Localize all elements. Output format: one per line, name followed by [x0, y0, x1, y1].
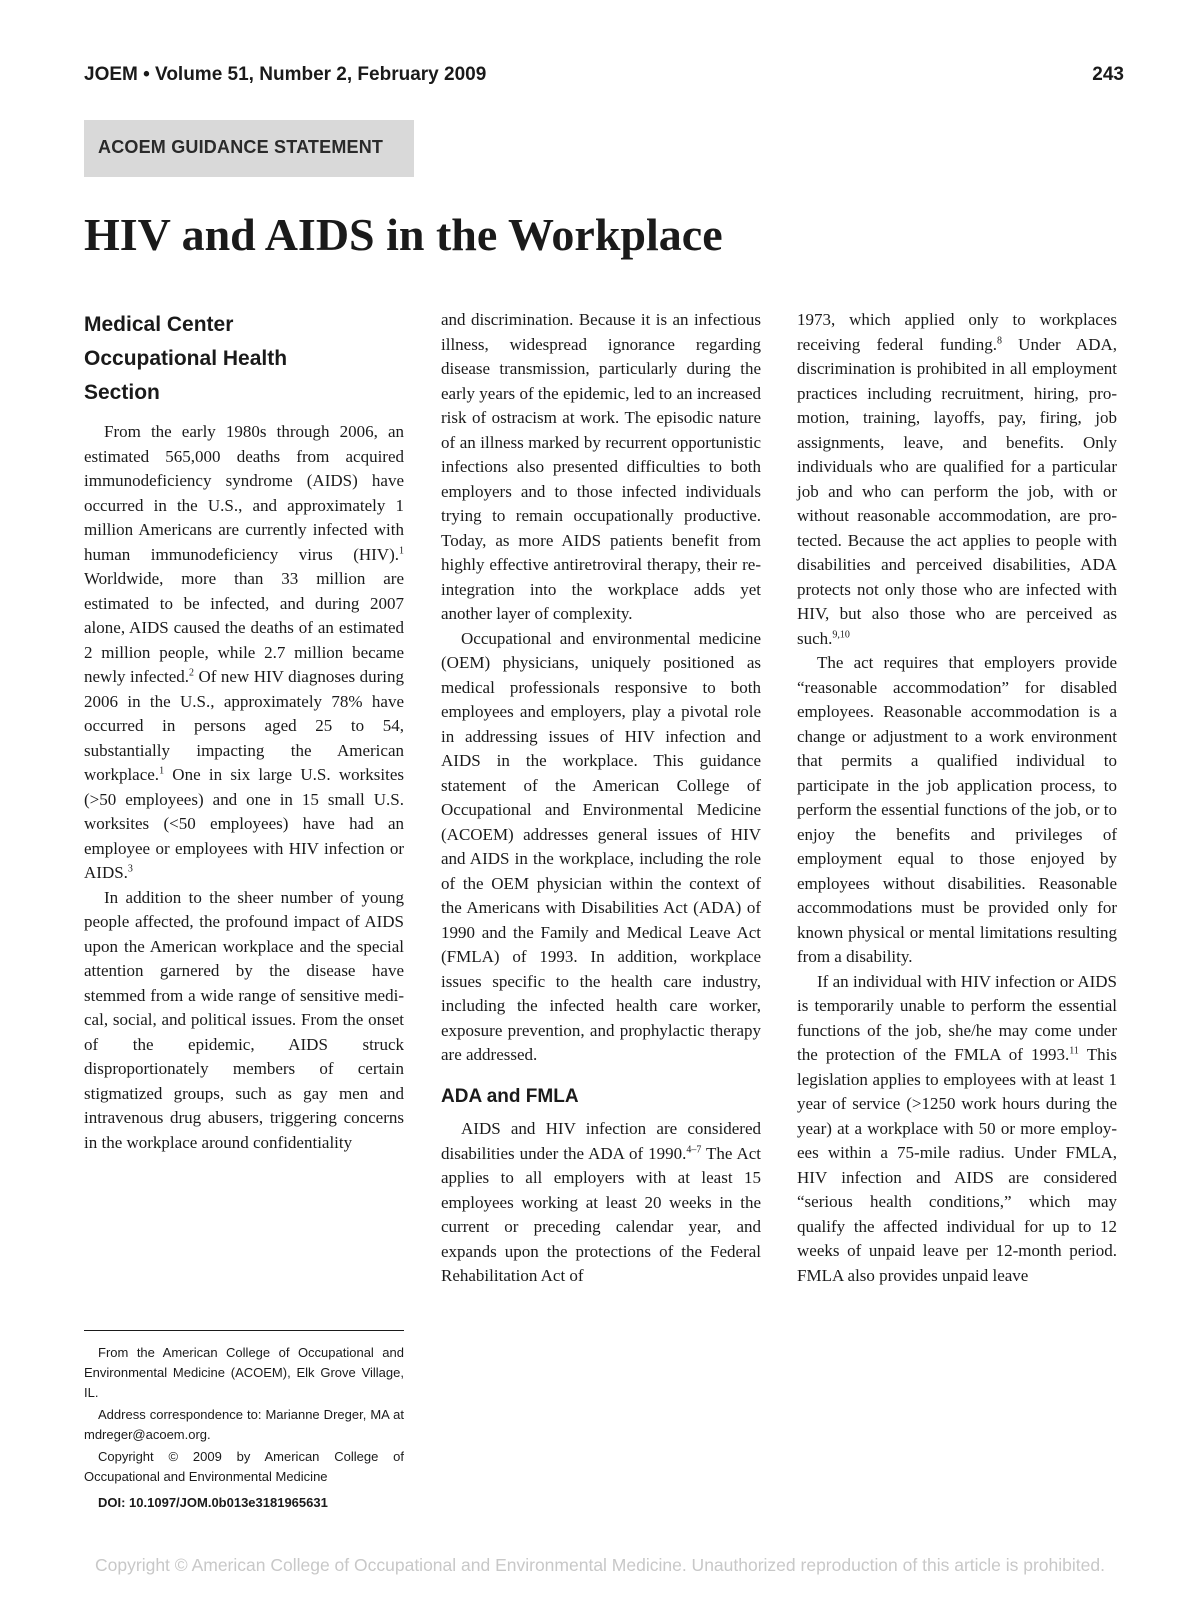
text-run: AIDS and HIV infection are considered disabilities under the ADA of 1990.	[441, 1119, 761, 1163]
author-byline: Medical Center Occupational Health Section	[84, 313, 288, 404]
column-3	[797, 308, 1117, 1288]
citation-ref: 1	[399, 544, 404, 556]
citation-ref: 9,10	[832, 628, 850, 640]
text-run: Worldwide, more than 33 million are estimated to be infected, and during 2007 alone, AIDS caused the deaths of an estimated 2 million people, while 2.7 million became newly infected.	[84, 569, 404, 686]
affiliation-note: From the American College of Occupational and Environmental Medicine (ACOEM), Elk Grove Village, IL.	[84, 1345, 404, 1400]
text-run: 1973, which applied only to workplaces receiving federal funding.	[797, 310, 1117, 354]
citation-ref: 8	[996, 334, 1002, 346]
correspondence-note: Address correspondence to: Marianne Dreger, MA at mdreger@acoem.org.	[84, 1407, 404, 1442]
paragraph	[797, 308, 1117, 651]
paragraph: The act requires that employers provide “reasonable accommodation” for disabled employees. Reasonable accommodation is a change or adjustment to a work environment that permits a qualified individual to participate in the job application process, to perform the essential functions of the job, or to enjoy the benefits and privileges of employment equal to those enjoyed by employees without disabilities. Reasonable accommodations must be provided only for known physical or mental limitations resulting from a disability.	[797, 653, 1117, 966]
text-run: Of new HIV diagnoses during 2006 in the U.S., approximately 78% have occurred in persons aged 25 to 54, substantially impacting the American workplace.	[84, 667, 404, 784]
footnote-divider	[84, 1330, 404, 1331]
section-label-box	[84, 120, 414, 177]
page-number: 243	[1092, 64, 1124, 85]
running-header	[84, 64, 1124, 94]
text-run: From the early 1980s through 2006, an estimated 565,000 deaths from acquired immunodeficiency syndrome (AIDS) have occurred in the U.S., and approximately 1 million Americans are currently infected with human immunodeficiency virus (HIV).	[84, 422, 404, 564]
paragraph: and discrimination. Because it is an infectious illness, widespread ignorance regarding disease transmission, particularly during the early years of the epidemic, led to an increased risk of ostracism at work. The episodic nature of an illness marked by recurrent opportunistic infections also presented difficulties to both employers and to those infected individuals trying to remain occupationally productive. Today, as more AIDS patients benefit from highly effective antiretroviral therapy, their reintegration into the workplace adds yet another layer of complexity.	[441, 310, 761, 623]
text-run: If an individual with HIV infection or AIDS is temporarily unable to perform the essential functions of the job, she/he may come under the protection of the FMLA of 1993.	[797, 971, 1117, 1064]
column-1	[84, 308, 404, 1155]
text-run: This legislation applies to employees with at least 1 year of service (>1250 work hours during the year) at a workplace with 50 or more employees within a 75-mile radius. Under FMLA, HIV infection and AIDS are considered “serious health conditions,” which may qualify the affected individual for up to 12 weeks of unpaid leave per 12-month period. FMLA also provides unpaid leave	[797, 1045, 1117, 1285]
copyright-note: Copyright © 2009 by American College of Occupational and Environmental Medicine	[84, 1449, 404, 1484]
citation-ref: 11	[1069, 1045, 1079, 1057]
paragraph	[797, 970, 1117, 1289]
journal-citation: JOEM • Volume 51, Number 2, February 2009	[84, 64, 487, 85]
paragraph: In addition to the sheer number of young people affected, the profound impact of AIDS upon the American workplace and the special attention garnered by the disease have stemmed from a wide range of sensitive medical, social, and political issues. From the onset of the epidemic, AIDS struck disproportionately members of certain stigmatized groups, such as gay men and intravenous drug abusers, triggering concerns in the workplace around confidentiality	[84, 887, 404, 1152]
citation-ref: 4–7	[686, 1143, 702, 1155]
paragraph	[441, 1117, 761, 1289]
paragraph: Occupational and environmental medicine (OEM) physicians, uniquely positioned as medical professionals responsive to both employees and employers, play a pivotal role in addressing issues of HIV infection and AIDS in the workplace. This guidance statement of the American College of Occupational and Environmental Medicine (ACOEM) addresses general issues of HIV and AIDS in the workplace, including the role of the OEM physician within the context of the Americans with Disabilities Act (ADA) of 1990 and the Family and Medical Leave Act (FMLA) of 1993. In addition, workplace issues specific to the health care industry, including the infected health care worker, exposure prevention, and prophylactic therapy are addressed.	[441, 628, 761, 1064]
section-heading: ADA and FMLA	[441, 1085, 579, 1107]
doi-link[interactable]: DOI: 10.1097/JOM.0b013e3181965631	[98, 1495, 328, 1510]
section-label: ACOEM GUIDANCE STATEMENT	[98, 137, 384, 157]
column-2	[441, 308, 761, 1289]
copyright-notice: Copyright © American College of Occupational and Environmental Medicine. Unauthorized reproduction of this article is prohibited.	[95, 1555, 1105, 1575]
footnotes	[84, 1343, 404, 1515]
text-run: One in six large U.S. worksites (>50 employees) and one in 15 small U.S. worksites (<50 employees) have had an employee or employees with HIV infection or AIDS.	[84, 765, 404, 882]
paragraph	[84, 420, 404, 886]
citation-ref: 2	[189, 667, 195, 679]
citation-ref: 3	[127, 863, 133, 875]
text-run: The Act applies to all employers with at least 15 employees working at least 20 weeks in the current or preceding calendar year, and expands upon the protections of the Federal Rehabilitation Act of	[441, 1143, 761, 1285]
text-run: Under ADA, discrimination is prohibited in all employment practices including recruitment, hiring, promotion, training, layoffs, pay, firing, job assignments, leave, and benefits. Only individuals who are qualified for a particular job and who can perform the job, with or without reasonable accommodation, are protected. Because the act applies to people with disabilities and perceived disabilities, ADA protects not only those who are infected with HIV, but also those who are perceived as such.	[797, 334, 1117, 648]
article-title: HIV and AIDS in the Workplace	[84, 209, 723, 260]
citation-ref: 1	[159, 765, 165, 777]
